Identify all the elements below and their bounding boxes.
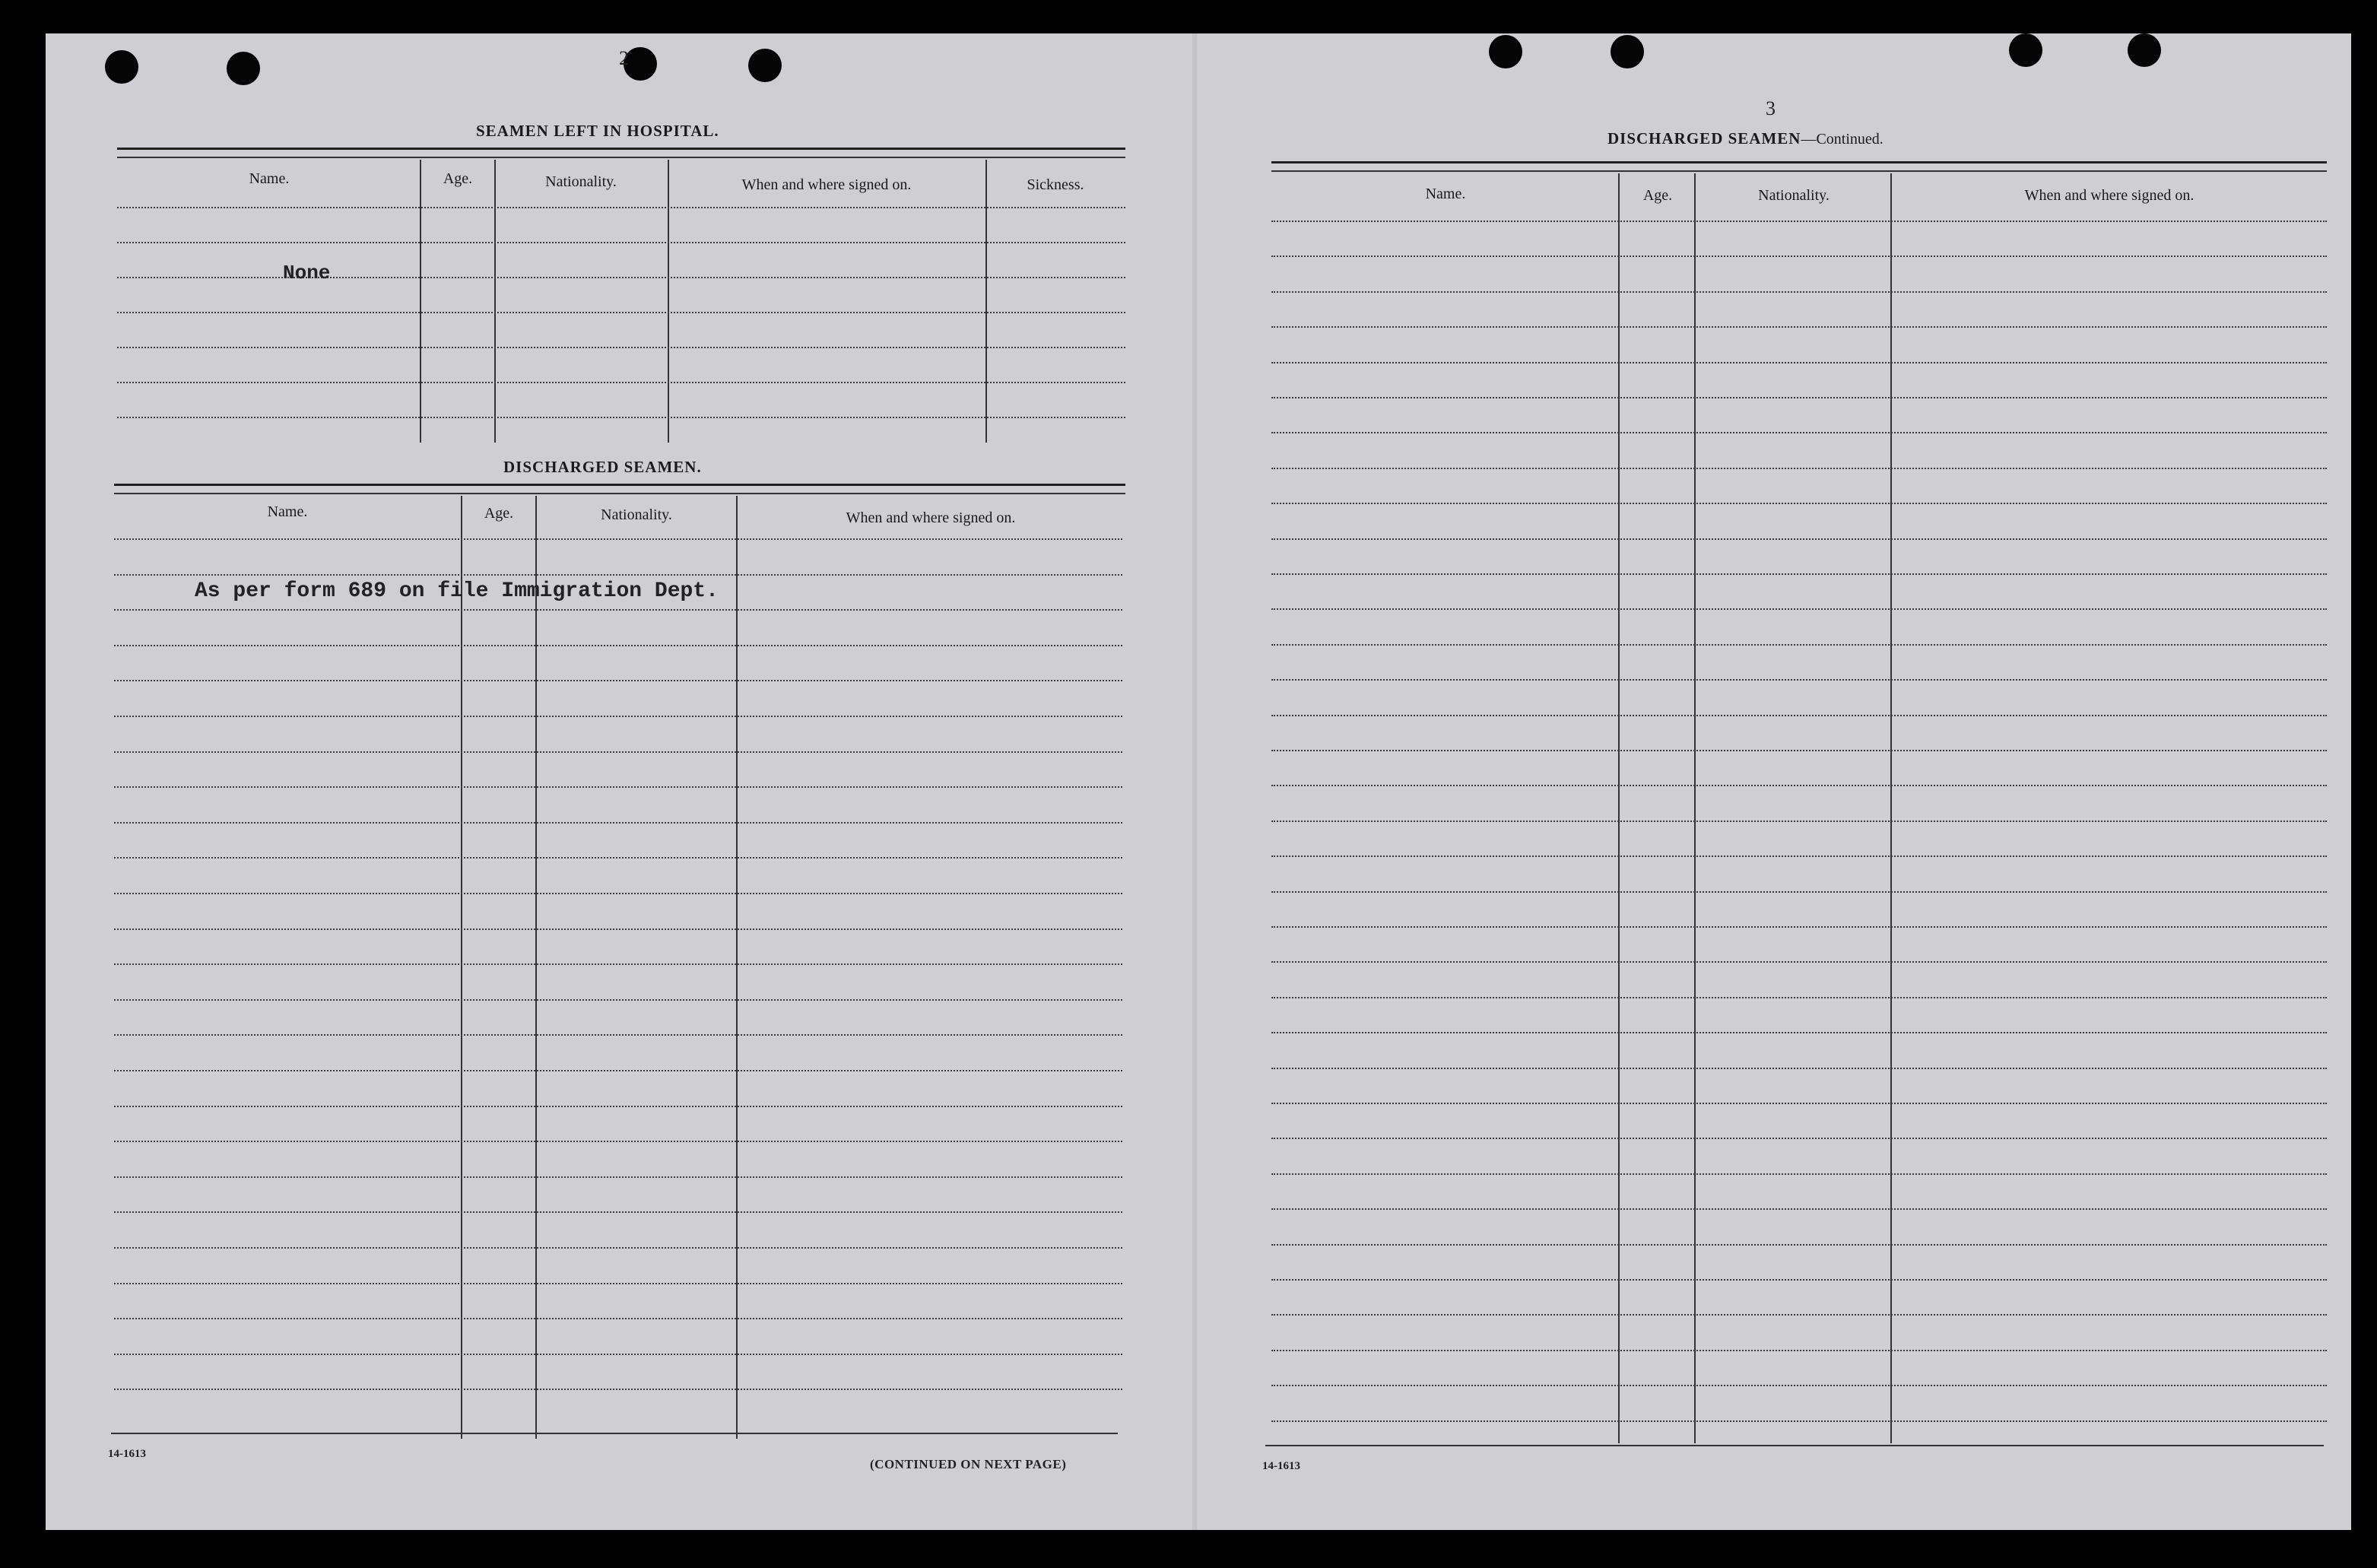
ledger-rule — [114, 1389, 1122, 1390]
ledger-rule — [1271, 608, 2327, 610]
ledger-rule — [1271, 432, 2327, 433]
col-header-nationality: Nationality. — [601, 506, 672, 523]
ledger-rule — [1271, 1208, 2327, 1210]
ledger-rule — [114, 1176, 1122, 1178]
ledger-rule — [114, 680, 1122, 681]
ledger-rule — [117, 347, 1125, 348]
ledger-rule — [117, 207, 1125, 208]
ledger-rule — [1271, 1138, 2327, 1139]
discharged-section-title: DISCHARGED SEAMEN. — [503, 458, 702, 476]
title-suffix: —Continued. — [1801, 131, 1884, 148]
ledger-rule — [1271, 1385, 2327, 1386]
ledger-rule — [1271, 679, 2327, 681]
title-main: DISCHARGED SEAMEN — [1607, 129, 1801, 148]
col-header-name: Name. — [249, 170, 290, 187]
table-top-rule — [114, 484, 1125, 486]
hospital-entry: None — [283, 262, 331, 284]
ledger-rule — [1271, 326, 2327, 328]
ledger-rule — [117, 277, 1125, 278]
ledger-rule — [114, 999, 1122, 1001]
ledger-rule — [114, 1211, 1122, 1213]
col-header-age: Age. — [484, 505, 514, 522]
ledger-rule — [1271, 256, 2327, 257]
col-header-age: Age. — [443, 170, 473, 187]
column-divider — [420, 160, 421, 443]
table-top-rule — [117, 157, 1125, 158]
col-header-signed-on: When and where signed on. — [2024, 187, 2195, 204]
ledger-rule — [1271, 1244, 2327, 1246]
ledger-rule — [1271, 1068, 2327, 1069]
ledger-rule — [117, 382, 1125, 383]
ledger-rule — [114, 538, 1122, 540]
ledger-rule — [114, 963, 1122, 965]
ledger-rule — [114, 716, 1122, 717]
col-header-name: Name. — [267, 503, 308, 520]
ledger-rule — [1271, 715, 2327, 716]
form-number: 14-1613 — [1262, 1460, 1300, 1472]
ledger-rule — [114, 1283, 1122, 1284]
ledger-rule — [117, 312, 1125, 313]
ledger-rule — [1271, 362, 2327, 363]
ledger-rule — [1271, 961, 2327, 963]
ledger-rule — [1271, 1173, 2327, 1175]
ledger-rule — [1271, 503, 2327, 504]
ledger-rule — [1271, 855, 2327, 857]
ledger-rule — [1271, 750, 2327, 751]
continued-note: (CONTINUED ON NEXT PAGE) — [870, 1457, 1067, 1471]
ledger-rule — [1271, 821, 2327, 822]
table-top-rule — [1271, 161, 2327, 163]
ledger-rule — [1271, 397, 2327, 398]
column-divider — [461, 496, 462, 1439]
ledger-rule — [1271, 997, 2327, 998]
col-header-age: Age. — [1642, 187, 1673, 204]
column-divider — [1694, 173, 1696, 1443]
table-bottom-rule — [1265, 1445, 2324, 1446]
ledger-rule — [114, 1034, 1122, 1036]
form-number: 14-1613 — [108, 1448, 146, 1460]
ledger-rule — [114, 786, 1122, 788]
table-top-rule — [117, 148, 1125, 150]
ledger-rule — [1271, 573, 2327, 575]
ledger-rule — [114, 893, 1122, 894]
ledger-rule — [114, 928, 1122, 930]
ledger-rule — [1271, 891, 2327, 893]
col-header-signed-on: When and where signed on. — [846, 509, 1016, 526]
ledger-rule — [114, 1141, 1122, 1142]
table-top-rule — [1271, 170, 2327, 172]
ledger-rule — [114, 574, 1122, 576]
ledger-rule — [117, 242, 1125, 243]
ledger-rule — [1271, 1350, 2327, 1351]
discharged-entry: As per form 689 on file Immigration Dept. — [195, 579, 719, 603]
ledger-rule — [1271, 785, 2327, 786]
ledger-rule — [114, 1354, 1122, 1355]
ledger-rule — [1271, 291, 2327, 293]
col-header-signed-on: When and where signed on. — [741, 176, 912, 193]
ledger-rule — [1271, 468, 2327, 469]
column-divider — [736, 496, 738, 1439]
ledger-rule — [1271, 538, 2327, 540]
ledger-rule — [1271, 221, 2327, 222]
col-header-name: Name. — [1425, 186, 1466, 202]
ledger-rule — [114, 645, 1122, 646]
column-divider — [985, 160, 987, 443]
page-number: 2 — [619, 47, 629, 69]
right-page — [1197, 0, 2377, 1568]
ledger-rule — [114, 751, 1122, 753]
ledger-rule — [114, 1070, 1122, 1071]
ledger-rule — [1271, 926, 2327, 928]
col-header-sickness: Sickness. — [1027, 176, 1084, 193]
col-header-nationality: Nationality. — [1758, 187, 1830, 204]
discharged-continued-title — [1607, 129, 1884, 148]
column-divider — [535, 496, 537, 1439]
column-divider — [668, 160, 669, 443]
ledger-rule — [114, 822, 1122, 824]
ledger-rule — [1271, 644, 2327, 646]
ledger-rule — [114, 1247, 1122, 1249]
ledger-rule — [114, 1318, 1122, 1319]
ledger-rule — [1271, 1103, 2327, 1104]
column-divider — [1890, 173, 1892, 1443]
ledger-rule — [1271, 1279, 2327, 1281]
ledger-rule — [114, 857, 1122, 859]
ledger-rule — [114, 1106, 1122, 1107]
page-number: 3 — [1766, 97, 1776, 119]
ledger-rule — [1271, 1314, 2327, 1316]
ledger-rule — [1271, 1032, 2327, 1033]
table-top-rule — [114, 493, 1125, 494]
table-bottom-rule — [111, 1433, 1118, 1434]
ledger-rule — [114, 609, 1122, 611]
ledger-rule — [117, 417, 1125, 418]
ledger-rule — [1271, 1420, 2327, 1422]
col-header-nationality: Nationality. — [545, 173, 617, 190]
hospital-section-title: SEAMEN LEFT IN HOSPITAL. — [476, 122, 719, 140]
column-divider — [494, 160, 496, 443]
column-divider — [1618, 173, 1620, 1443]
